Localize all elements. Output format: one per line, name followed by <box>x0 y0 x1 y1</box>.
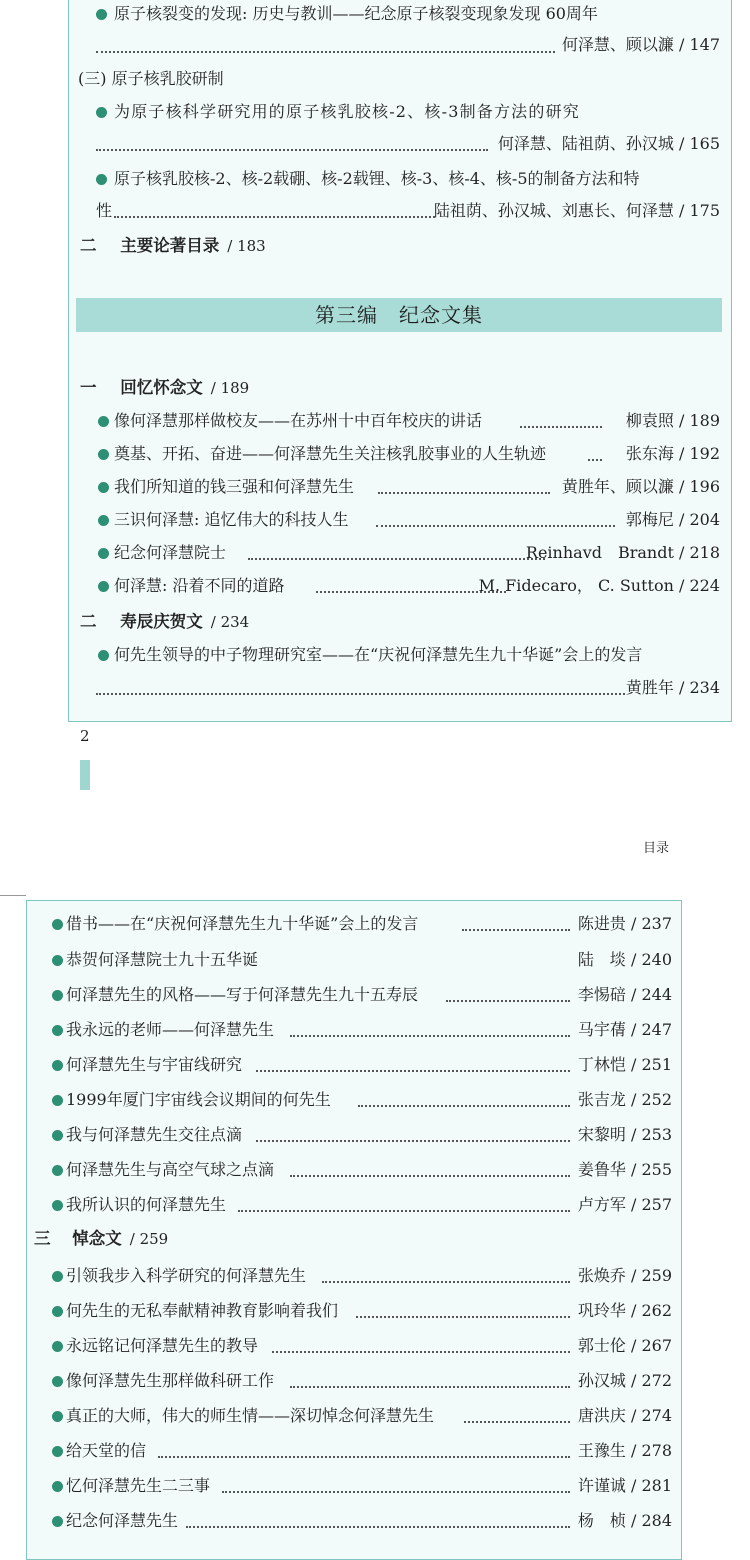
bullet-icon <box>52 919 63 930</box>
bullet-icon <box>52 1095 63 1106</box>
toc-entry-title: 原子核裂变的发现: 历史与教训——纪念原子核裂变现象发现 60周年 <box>114 4 598 23</box>
bullet-icon <box>52 1200 63 1211</box>
toc-entry-title: 引领我步入科学研究的何泽慧先生 <box>66 1266 307 1285</box>
bullet-icon <box>52 1341 63 1352</box>
leader-dots <box>322 1281 570 1283</box>
leader-dots <box>462 929 570 931</box>
section-title: 寿辰庆贺文 <box>120 612 203 631</box>
toc-entry-title: 何先生的无私奉献精神教育影响着我们 <box>66 1301 339 1320</box>
bullet-icon <box>52 1165 63 1176</box>
bullet-icon <box>52 1516 63 1527</box>
leader-dots <box>186 1526 570 1528</box>
section-page: / 189 <box>210 379 250 397</box>
toc-entry-author-page: 卢方军 / 257 <box>577 1195 672 1214</box>
leader-dots <box>238 1210 570 1212</box>
toc-entry-author-page: 宋黎明 / 253 <box>577 1125 672 1144</box>
section-title: 悼念文 <box>72 1229 122 1248</box>
toc-entry-author-page: 张吉龙 / 252 <box>577 1090 672 1109</box>
toc-entry-title: 忆何泽慧先生二三事 <box>66 1476 211 1495</box>
leader-dots <box>446 1000 570 1002</box>
bullet-icon <box>52 1271 63 1282</box>
leader-dots <box>248 558 545 560</box>
toc-entry-author-page: 孙汉城 / 272 <box>577 1371 672 1390</box>
leader-dots <box>588 459 602 461</box>
section-page: / 234 <box>210 613 250 631</box>
section-title: 主要论著目录 <box>120 236 220 255</box>
toc-entry-title: 纪念何泽慧先生 <box>66 1511 179 1530</box>
toc-entry-author-page: 黄胜年 / 234 <box>625 678 720 697</box>
bullet-icon <box>96 9 107 20</box>
leader-dots <box>96 149 488 151</box>
toc-entry-title: 1999年厦门宇宙线会议期间的何先生 <box>66 1090 331 1109</box>
bullet-icon <box>52 1306 63 1317</box>
leader-dots <box>290 1175 570 1177</box>
toc-entry-author-page: 黄胜年、顾以濂 / 196 <box>561 477 720 496</box>
toc-entry-title: 何泽慧: 沿着不同的道路 <box>114 576 285 595</box>
bullet-icon <box>52 1411 63 1422</box>
toc-entry-title: 何泽慧先生的风格——写于何泽慧先生九十五寿辰 <box>66 985 419 1004</box>
leader-dots <box>256 1070 570 1072</box>
bullet-icon <box>52 1481 63 1492</box>
section-number: 二 <box>80 612 97 631</box>
leader-dots <box>222 1491 570 1493</box>
toc-entry-title-continued: 性 <box>96 201 113 220</box>
toc-entry-title: 奠基、开拓、奋进——何泽慧先生关注核乳胶事业的人生轨迹 <box>114 444 547 463</box>
bullet-icon <box>98 650 109 661</box>
section-number: 三 <box>34 1229 51 1248</box>
toc-entry-title: 三识何泽慧: 追忆伟大的科技人生 <box>114 510 349 529</box>
bullet-icon <box>52 990 63 1001</box>
crop-mark <box>0 895 26 896</box>
toc-entry-title: 恭贺何泽慧院士九十五华诞 <box>66 950 259 969</box>
toc-entry-title: 何泽慧先生与高空气球之点滴 <box>66 1160 275 1179</box>
toc-entry-title: 我所认识的何泽慧先生 <box>66 1195 227 1214</box>
bullet-icon <box>52 1060 63 1071</box>
toc-entry-title: 我永远的老师——何泽慧先生 <box>66 1020 275 1039</box>
toc-entry-title: 借书——在“庆祝何泽慧先生九十华诞”会上的发言 <box>66 914 419 933</box>
section-heading <box>80 612 249 632</box>
section-heading <box>80 378 249 398</box>
toc-entry-author-page: 姜鲁华 / 255 <box>577 1160 672 1179</box>
bullet-icon <box>52 1376 63 1387</box>
toc-entry-author-page: 郭梅尼 / 204 <box>625 510 720 529</box>
leader-dots <box>378 492 550 494</box>
leader-dots <box>520 426 602 428</box>
section-number: 一 <box>80 378 97 397</box>
bullet-icon <box>98 581 109 592</box>
section-title: 回忆怀念文 <box>120 378 203 397</box>
toc-entry-author-page: 郭士伦 / 267 <box>577 1336 672 1355</box>
page-edge-tab <box>80 760 90 790</box>
bullet-icon <box>52 1025 63 1036</box>
leader-dots <box>316 591 506 593</box>
toc-entry-author-page: 王豫生 / 278 <box>577 1441 672 1460</box>
section-page: / 183 <box>227 237 266 255</box>
bullet-icon <box>96 174 107 185</box>
leader-dots <box>96 693 625 695</box>
toc-entry-author-page: 张东海 / 192 <box>625 444 720 463</box>
leader-dots <box>290 1386 570 1388</box>
toc-entry-author-page: M. Fidecaro， C. Sutton / 224 <box>478 576 720 595</box>
section-number: 二 <box>80 236 97 255</box>
toc-entry-title: 纪念何泽慧院士 <box>114 543 227 562</box>
toc-entry-author-page: 陈进贵 / 237 <box>577 914 672 933</box>
toc-entry-author-page: 何泽慧、陆祖荫、孙汉城 / 165 <box>497 134 720 153</box>
leader-dots <box>376 525 615 527</box>
part-banner: 第三编 纪念文集 <box>76 298 722 332</box>
toc-entry-author-page: Reinhavd Brandt / 218 <box>525 543 720 562</box>
bullet-icon <box>98 548 109 559</box>
section-page: / 259 <box>129 1230 169 1248</box>
section-heading <box>80 236 266 256</box>
bullet-icon <box>98 449 109 460</box>
leader-dots <box>358 1105 570 1107</box>
leader-dots <box>256 1140 570 1142</box>
page-number: 2 <box>80 727 90 745</box>
toc-entry-author-page: 陆 埮 / 240 <box>577 950 672 969</box>
toc-entry-title: 像何泽慧先生那样做科研工作 <box>66 1371 275 1390</box>
leader-dots <box>464 1421 570 1423</box>
bullet-icon <box>52 955 63 966</box>
toc-entry-author-page: 唐洪庆 / 274 <box>577 1406 672 1425</box>
toc-entry-author-page: 何泽慧、顾以濂 / 147 <box>561 35 720 54</box>
toc-entry-author-page: 巩玲华 / 262 <box>577 1301 672 1320</box>
bullet-icon <box>98 515 109 526</box>
bullet-icon <box>52 1446 63 1457</box>
leader-dots <box>158 1456 570 1458</box>
leader-dots <box>96 51 555 53</box>
leader-dots <box>356 1316 570 1318</box>
toc-entry-title: 真正的大师，伟大的师生情——深切悼念何泽慧先生 <box>66 1406 435 1425</box>
toc-entry-title: 像何泽慧那样做校友——在苏州十中百年校庆的讲话 <box>114 411 483 430</box>
toc-entry-author-page: 陆祖荫、孙汉城、刘惠长、何泽慧 / 175 <box>433 201 720 220</box>
bullet-icon <box>98 482 109 493</box>
toc-entry-title: 为原子核科学研究用的原子核乳胶核-2、核-3制备方法的研究 <box>114 102 580 121</box>
toc-entry-author-page: 许谨诚 / 281 <box>577 1476 672 1495</box>
running-head: 目录 <box>643 841 670 856</box>
toc-entry-author-page: 马宇蒨 / 247 <box>577 1020 672 1039</box>
toc-entry-title: 给天堂的信 <box>66 1441 147 1460</box>
toc-entry-title: 原子核乳胶核-2、核-2载硼、核-2载锂、核-3、核-4、核-5的制备方法和特 <box>114 169 640 188</box>
toc-entry-author-page: 杨 桢 / 284 <box>577 1511 672 1530</box>
toc-entry-author-page: 李惕碚 / 244 <box>577 985 672 1004</box>
bullet-icon <box>52 1130 63 1141</box>
toc-entry-title: 何先生领导的中子物理研究室——在“庆祝何泽慧先生九十华诞”会上的发言 <box>114 645 643 664</box>
leader-dots <box>290 1035 570 1037</box>
toc-entry-author-page: 柳袁照 / 189 <box>625 411 720 430</box>
bullet-icon <box>96 107 107 118</box>
toc-entry-title: 永远铭记何泽慧先生的教导 <box>66 1336 259 1355</box>
toc-subsection: (三) 原子核乳胶研制 <box>78 69 224 88</box>
section-heading <box>34 1229 168 1249</box>
toc-entry-title: 我们所知道的钱三强和何泽慧先生 <box>114 477 355 496</box>
toc-entry-author-page: 丁林恺 / 251 <box>577 1055 672 1074</box>
toc-entry-title: 何泽慧先生与宇宙线研究 <box>66 1055 243 1074</box>
leader-dots <box>272 1351 570 1353</box>
bullet-icon <box>98 416 109 427</box>
toc-entry-title: 我与何泽慧先生交往点滴 <box>66 1125 243 1144</box>
leader-dots <box>114 216 435 218</box>
toc-entry-author-page: 张焕乔 / 259 <box>577 1266 672 1285</box>
